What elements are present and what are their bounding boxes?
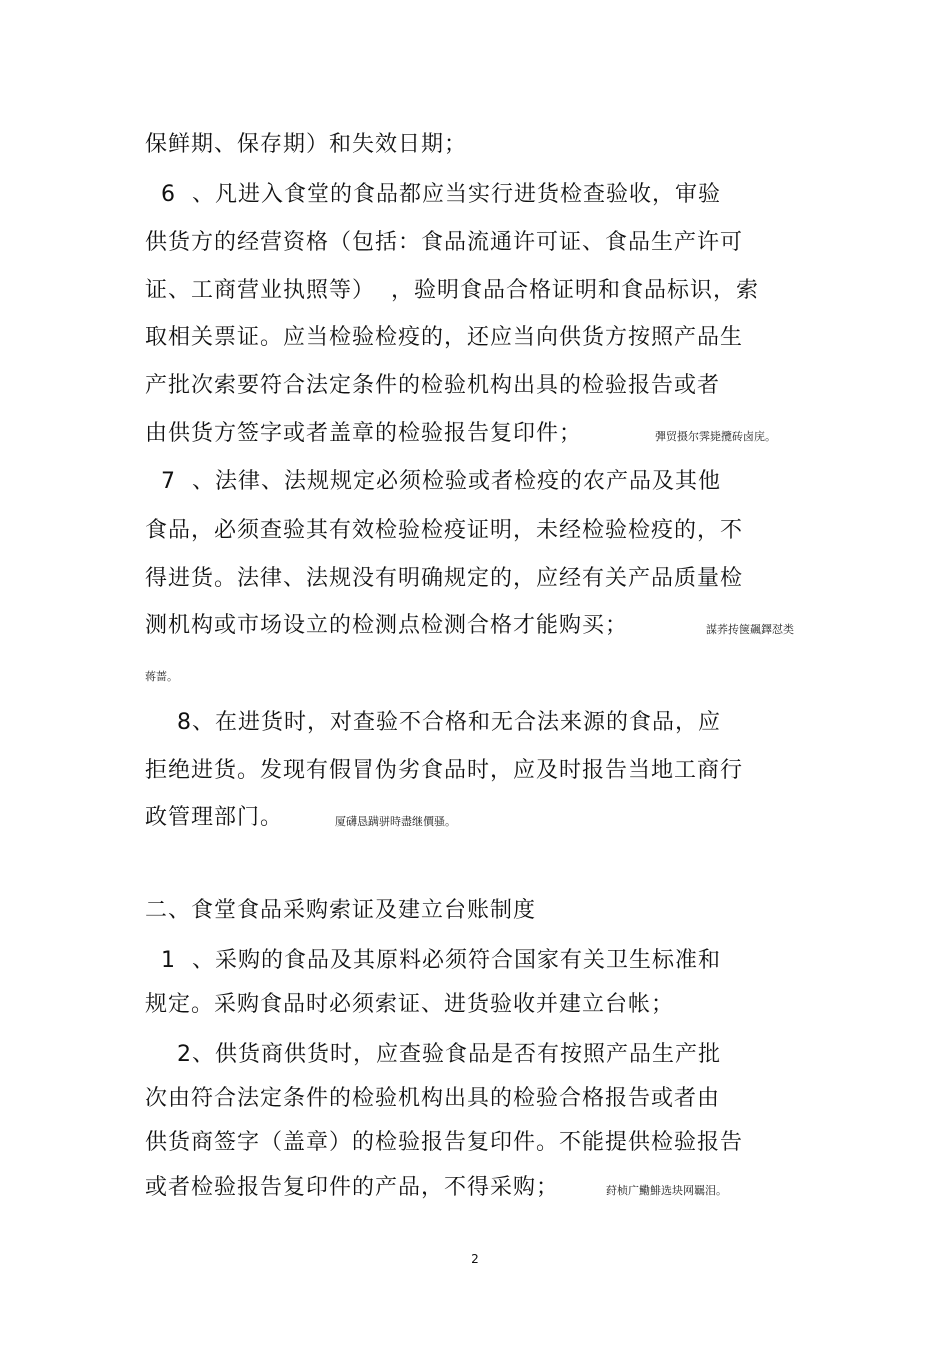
text-line-18: 2、供货商供货时，应查验食品是否有按照产品生产批 [145, 1042, 721, 1067]
section-heading: 二、食堂食品采购索证及建立台账制度 [145, 898, 537, 923]
text-line-8: 7 、法律、法规规定必须检验或者检疫的农产品及其他 [145, 469, 721, 494]
text-line-7: 由供货方签字或者盖章的检验报告复印件； [145, 421, 583, 446]
text-line-10: 得进货。法律、法规没有明确规定的，应经有关产品质量检 [145, 566, 744, 591]
watermark-note-1: 彈贸摄尔霁毙攬砖卤庑。 [655, 430, 776, 443]
text-line-1: 保鲜期、保存期）和失效日期； [145, 132, 468, 157]
text-line-19: 次由符合法定条件的检验机构出具的检验合格报告或者由 [145, 1086, 721, 1111]
text-line-17: 规定。采购食品时必须索证、进货验收并建立台帐； [145, 992, 675, 1017]
text-line-20: 供货商签字（盖章）的检验报告复印件。不能提供检验报告 [145, 1130, 744, 1155]
page-number: 2 [471, 1252, 479, 1266]
text-line-5: 取相关票证。应当检验检疫的，还应当向供货方按照产品生 [145, 325, 744, 350]
text-line-9: 食品，必须查验其有效检验检疫证明，未经检验检疫的，不 [145, 518, 744, 543]
watermark-note-5: 荮桢广鰳鯡选块网羈泪。 [606, 1184, 727, 1197]
text-line-2: 6 、凡进入食堂的食品都应当实行进货检查验收，审验 [145, 182, 721, 207]
text-line-3: 供货方的经营资格（包括：食品流通许可证、食品生产许可 [145, 230, 744, 255]
text-line-4: 证、工商营业执照等） ，验明食品合格证明和食品标识，索 [145, 278, 759, 303]
text-line-12: 8、在进货时，对查验不合格和无合法来源的食品，应 [145, 710, 721, 735]
text-line-14: 政管理部门。 [145, 805, 284, 830]
watermark-note-3: 蒋蔷。 [145, 670, 178, 683]
watermark-note-4: 厦礴恳蹒骈時盡继價骚。 [335, 815, 456, 828]
text-line-21: 或者检验报告复印件的产品，不得采购； [145, 1175, 560, 1200]
text-line-6: 产批次索要符合法定条件的检验机构出具的检验报告或者 [145, 373, 721, 398]
text-line-13: 拒绝进货。发现有假冒伪劣食品时，应及时报告当地工商行 [145, 758, 744, 783]
text-line-11: 测机构或市场设立的检测点检测合格才能购买； [145, 613, 629, 638]
watermark-note-2: 謀荞抟箧飆鐸怼类 [706, 623, 794, 636]
text-line-16: 1 、采购的食品及其原料必须符合国家有关卫生标准和 [145, 948, 721, 973]
